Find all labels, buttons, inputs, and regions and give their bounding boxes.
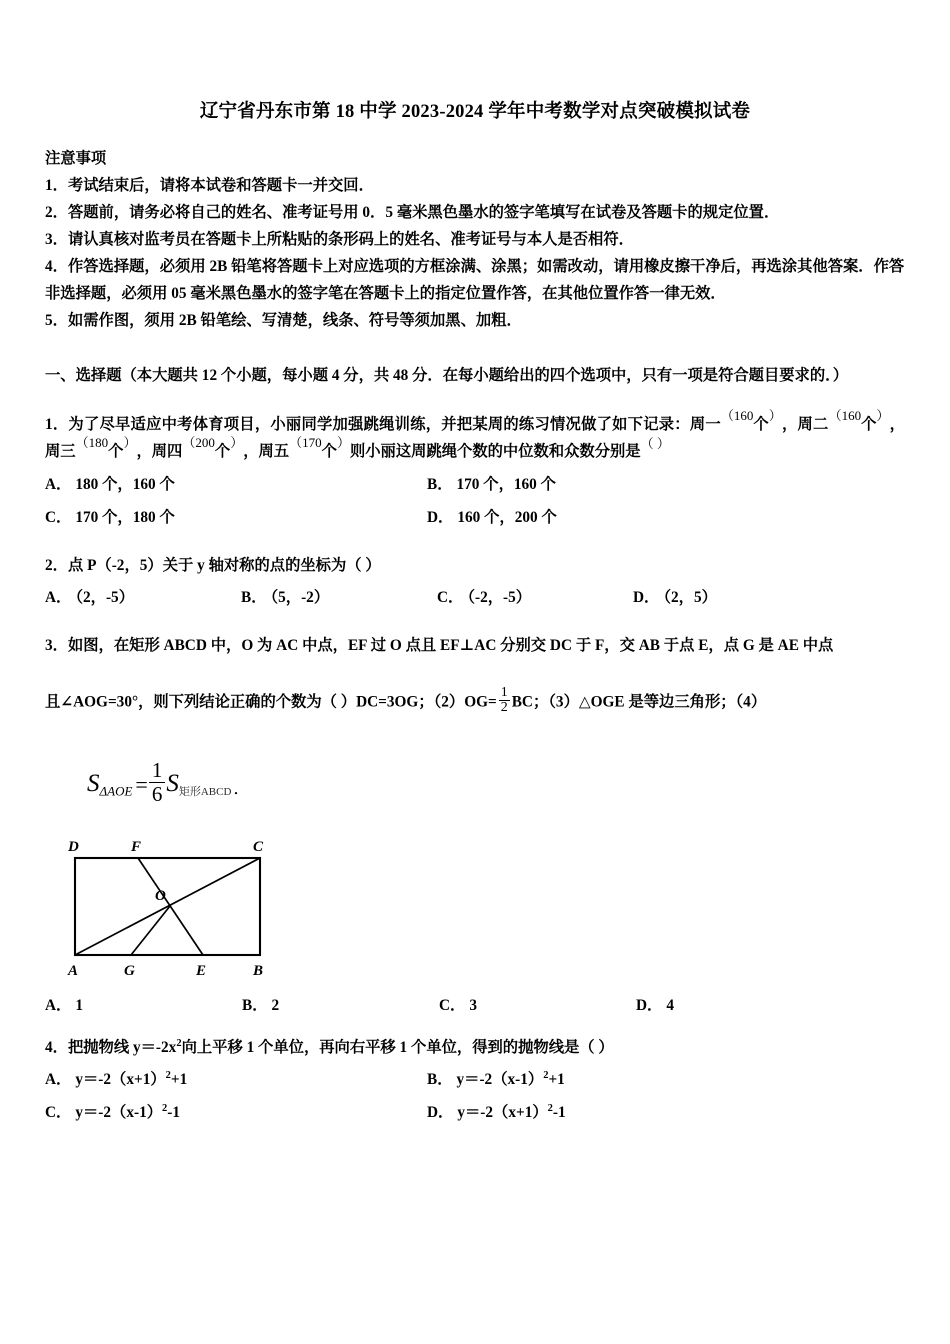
notice-item-4: 4．作答选择题，必须用 2B 铅笔将答题卡上对应选项的方框涂满、涂黑；如需改动，请用橡皮擦干净后，再选涂其他答案．作答非选择题，必须用 05 毫米黑色墨水的签字笔在答题卡上的指定位置作答，在其他位置作答一律无效． xyxy=(45,257,905,302)
question-3-number: 3． xyxy=(45,637,68,655)
formula-equals: = xyxy=(135,771,148,797)
figure-label-F: F xyxy=(131,838,142,855)
figure-label-A: A xyxy=(68,962,79,979)
formula-S1: S xyxy=(87,770,100,798)
question-4-option-B[interactable]: B． y＝‑2（x‑1）$^2$+1 xyxy=(427,1070,565,1089)
segment-og xyxy=(131,906,170,955)
question-4 xyxy=(45,1034,905,1130)
question-3-option-B[interactable]: B． 2 xyxy=(242,996,280,1014)
question-3-option-C[interactable]: C． 3 xyxy=(439,996,478,1014)
formula-S2: S xyxy=(166,770,179,798)
question-4-option-C[interactable]: C． y＝‑2（x‑1）$^2$‑1 xyxy=(45,1103,181,1122)
question-3-text-2a: 且∠AOG=30°，则下列结论正确的个数为（ ）DC=3OG；（2）OG= xyxy=(45,693,497,711)
figure-label-B: B xyxy=(253,962,264,979)
value-mon: $^{(160}$个） xyxy=(720,407,782,433)
value-fri: $^{(170}$个） xyxy=(289,435,350,461)
question-1-mid3: ，周四 xyxy=(136,443,183,461)
value-wed: $^{(180}$个） xyxy=(75,435,137,461)
question-3-stem-line1 xyxy=(45,632,905,660)
question-1-stem xyxy=(45,407,905,466)
question-3-option-A[interactable]: A． 1 xyxy=(45,996,84,1014)
question-2-option-D[interactable]: D． （2，5） xyxy=(633,589,717,607)
notice-block xyxy=(45,146,905,334)
question-4-option-row-1 xyxy=(45,1063,905,1096)
question-4-option-row-2 xyxy=(45,1096,905,1129)
question-1 xyxy=(45,407,905,534)
question-2-stem xyxy=(45,552,905,580)
question-4-text-b: 向上平移 1 个单位，再向右平移 1 个单位，得到的抛物线是（ ） xyxy=(181,1038,614,1056)
question-2 xyxy=(45,552,905,615)
question-3-text-1: 如图，在矩形 ABCD 中，O 为 AC 中点，EF 过 O 点且 EF⊥AC 分别交 DC 于 F，交 AB 于点 E，点 G 是 AE 中点 xyxy=(67,637,834,655)
value-thu: $^{(200}$个） xyxy=(182,435,244,461)
notice-item-1: 1．考试结束后，请将本试卷和答题卡一并交回． xyxy=(45,176,374,194)
question-1-answer-blank[interactable]: （ ） xyxy=(640,436,670,452)
section-heading-choice: 一、选择题（本大题共 12 个小题，每小题 4 分，共 48 分．在每小题给出的四个选项中，只有一项是符合题目要求的．） xyxy=(45,366,849,384)
question-1-option-A[interactable]: A． 180 个，160 个 xyxy=(45,475,175,493)
question-3-option-row-1 xyxy=(45,989,905,1022)
question-4-options xyxy=(45,1063,905,1129)
question-3-figure xyxy=(55,833,295,983)
fraction-one-sixth: $\frac{1}{6}$ xyxy=(149,759,166,804)
question-2-number: 2． xyxy=(45,556,68,574)
value-tue: $^{(160}$个） xyxy=(828,407,890,433)
question-4-option-A[interactable]: A． $y=‑2(x+1)^2+1$ xyxy=(45,1070,188,1089)
question-1-mid4: ，周五 xyxy=(243,443,290,461)
question-3-option-D[interactable]: D． 4 xyxy=(636,996,675,1014)
question-3-area-formula xyxy=(87,759,905,804)
question-1-option-row-1 xyxy=(45,468,905,501)
formula-period: ． xyxy=(233,779,251,799)
question-1-text: 为了尽早适应中考体育项目，小丽同学加强跳绳训练，并把某周的练习情况做了如下记录：周一 xyxy=(68,415,721,433)
figure-label-G: G xyxy=(124,962,135,979)
question-1-option-C[interactable]: C． 170 个，180 个 xyxy=(45,508,175,526)
rectangle-abcd-diagram xyxy=(55,833,295,983)
question-2-option-B[interactable]: B． （5，‑2） xyxy=(241,589,330,607)
question-1-options xyxy=(45,468,905,534)
notice-item-3: 3．请认真核对监考员在答题卡上所粘贴的条形码上的姓名、准考证号与本人是否相符． xyxy=(45,230,634,248)
question-1-option-row-2 xyxy=(45,501,905,534)
question-2-text: 点 P（‑2，5）关于 y 轴对称的点的坐标为（ ） xyxy=(67,556,381,574)
figure-label-D: D xyxy=(68,838,79,855)
notice-heading: 注意事项 xyxy=(45,150,107,168)
notice-item-5: 5．如需作图，须用 2B 铅笔绘、写清楚，线条、符号等须加黑、加粗． xyxy=(45,311,522,329)
figure-label-O: O xyxy=(155,887,166,904)
question-3 xyxy=(45,632,905,1021)
question-2-option-C[interactable]: C． （‑2，‑5） xyxy=(437,589,532,607)
question-4-exponent: 2 xyxy=(176,1037,182,1049)
question-1-mid2: ，周三 xyxy=(45,415,905,461)
diagonal-ac xyxy=(75,858,260,955)
question-1-mid1: ，周二 xyxy=(781,415,829,433)
notice-item-2: 2．答题前，请务必将自己的姓名、准考证号用 0．5 毫米黑色墨水的签字笔填写在试卷及答题卡的规定位置． xyxy=(45,203,780,221)
question-4-option-D[interactable]: D． $y=‑2(x+1)^2‑1$ xyxy=(427,1103,566,1122)
question-2-option-row-1 xyxy=(45,581,905,614)
question-1-option-B[interactable]: B． 170 个，160 个 xyxy=(427,475,556,493)
figure-label-E: E xyxy=(196,962,207,979)
question-2-option-A[interactable]: A． （2，‑5） xyxy=(45,589,134,607)
question-1-option-D[interactable]: D． 160 个，200 个 xyxy=(427,508,557,526)
fraction-one-half: $\frac{1}{2}$ xyxy=(500,684,508,716)
question-1-number: 1． xyxy=(45,415,69,433)
question-4-number: 4． xyxy=(45,1038,68,1056)
formula-sub-rect-abcd: 矩形ABCD xyxy=(178,786,232,799)
question-4-text-a: 把抛物线 y＝‑2x xyxy=(67,1038,177,1056)
formula-sub-triangle-aoe: ΔAOE xyxy=(99,783,133,799)
question-4-stem xyxy=(45,1034,905,1062)
question-3-stem-line2 xyxy=(45,684,905,718)
question-2-options xyxy=(45,581,905,614)
question-3-options xyxy=(45,989,905,1022)
figure-label-C: C xyxy=(253,838,264,855)
question-3-text-2b: BC；（3）△OGE 是等边三角形；（4） xyxy=(511,693,767,711)
question-1-tail: 则小丽这周跳绳个数的中位数和众数分别是 xyxy=(349,443,641,461)
page-title: 辽宁省丹东市第 18 中学 2023-2024 学年中考数学对点突破模拟试卷 xyxy=(199,102,751,122)
